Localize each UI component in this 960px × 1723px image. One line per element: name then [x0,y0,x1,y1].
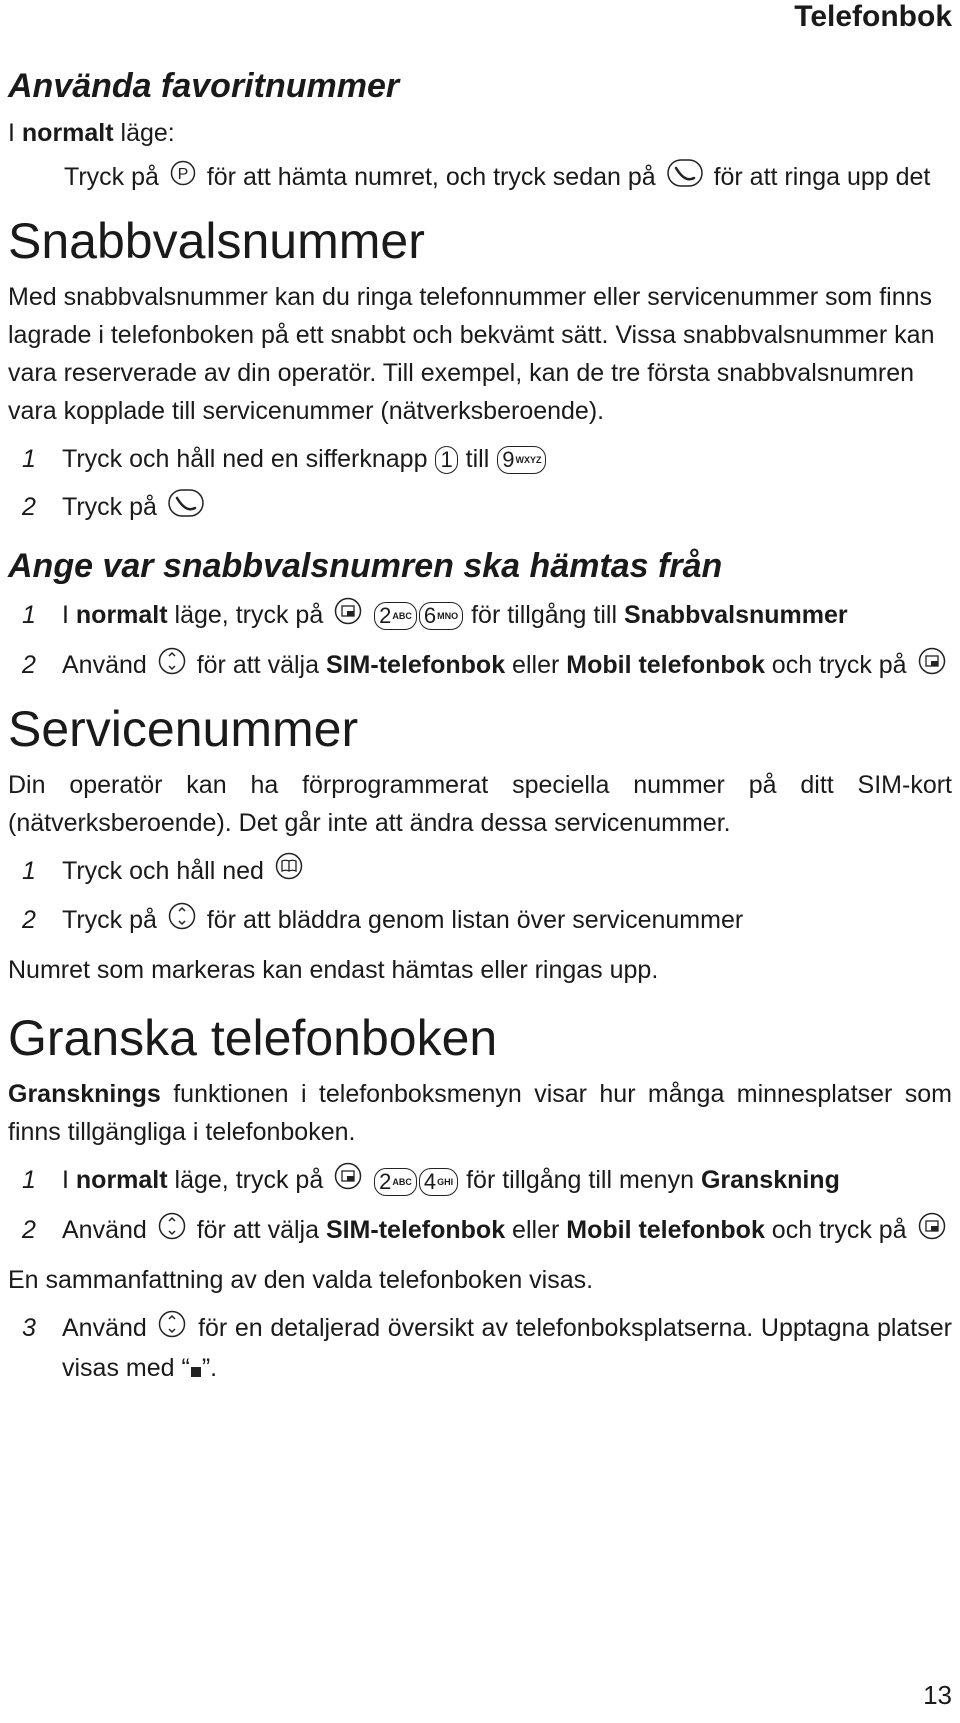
service-step-2 [8,901,952,941]
text: för att välja [196,650,326,679]
text: ”. [201,1354,218,1383]
key-digit: 6 [423,603,437,629]
text: och tryck på [764,650,907,679]
bold-text: Gransknings [8,1080,161,1109]
page-content [8,66,952,1398]
text: Använd [62,1216,147,1245]
step-number: 2 [22,492,36,521]
text: för att hämta numret, och tryck sedan på [206,163,656,191]
text: I [62,1166,76,1195]
text: och tryck på [764,1216,907,1245]
menu-key-icon [918,1212,946,1251]
bold-text: Mobil telefonbok [566,1216,765,1245]
text: Använd [62,1314,147,1343]
bold-text: normalt [21,119,114,147]
where-step-1 [8,596,952,636]
text: Tryck på [62,906,157,935]
navigation-key-icon [158,1212,186,1251]
bold-text: Snabbvalsnummer [623,600,848,629]
call-key-icon [667,159,703,198]
service-step-1 [8,852,952,892]
text: Tryck på [64,163,159,191]
menu-key-icon [334,1162,362,1201]
key-letters: GHI [437,1176,454,1187]
text: för tillgång till [471,600,624,629]
text: för tillgång till menyn [466,1166,701,1195]
navigation-key-icon [158,647,186,686]
where-step-2 [8,646,952,686]
speed-dial-step-1 [8,440,952,478]
key-digit: 1 [440,447,453,473]
page-header: Telefonbok [794,0,952,33]
text: eller [505,650,567,679]
speed-dial-heading: Snabbvalsnummer [8,212,425,269]
key-digit: 2 [379,1168,392,1194]
key-letters: WXYZ [515,455,542,466]
step-number: 2 [22,650,36,679]
text: läge, tryck på [167,1166,324,1195]
where-heading: Ange var snabbvalsnumren ska hämtas från [8,546,723,585]
text: Tryck och håll ned en sifferknapp [62,444,428,473]
text: läge: [113,119,175,147]
text: för att välja [196,1216,326,1245]
key-letters: ABC [392,611,412,622]
text: Använd [62,650,147,679]
page-number: 13 [923,1680,952,1710]
step-number: 1 [22,444,36,473]
favorites-instruction [8,158,952,198]
key-4-icon [419,1168,458,1196]
navigation-key-icon [168,902,196,941]
text: för att bläddra genom listan över servicenummer [206,906,744,935]
menu-key-icon [918,647,946,686]
bold-text: SIM-telefonbok [325,1216,506,1245]
bold-text: normalt [75,600,168,629]
bold-text: SIM-telefonbok [325,650,506,679]
text: Tryck och håll ned [62,856,264,885]
favorites-heading: Använda favoritnummer [8,67,400,105]
speed-dial-body: Med snabbvalsnummer kan du ringa telefonnummer eller servicenummer som finns lagrade i telefonboken på ett snabbt och bekvämt sätt. Vissa snabbvalsnummer kan vara reserverade av din operatör. Till exempel, kan de tre första snabbvalsnumren vara kopplade till servicenummer (nätverksberoende). [8,282,935,425]
key-letters: MNO [437,611,459,622]
bold-text: Granskning [700,1166,840,1195]
key-digit: 9 [502,447,515,473]
step-number: 1 [22,1166,36,1195]
text: till [465,444,490,473]
occupied-square-icon [191,1350,201,1388]
key-digit: 4 [423,1168,437,1194]
review-step-3 [8,1309,952,1388]
service-heading: Servicenummer [8,700,359,757]
step-number: 2 [22,906,36,935]
service-note: Numret som markeras kan endast hämtas eller ringas upp. [8,956,659,985]
review-summary: En sammanfattning av den valda telefonboken visas. [8,1266,594,1295]
key-2-icon [374,1168,417,1196]
text: Tryck på [62,492,157,521]
step-number: 2 [22,1216,36,1245]
review-heading: Granska telefonboken [8,1010,498,1067]
text: funktionen i telefonboksmenyn visar hur många minnesplatser som finns tillgängliga i telefonboken. [8,1080,952,1147]
favorites-mode-line [8,114,952,152]
bold-text: Mobil telefonbok [566,650,765,679]
phonebook-key-icon [275,852,303,891]
step-number: 1 [22,600,36,629]
review-step-1 [8,1161,952,1201]
text: I [8,119,22,147]
speed-dial-step-2 [8,488,952,528]
menu-key-icon [334,597,362,636]
review-body [8,1075,952,1151]
key-digit: 2 [379,603,392,629]
text: läge, tryck på [167,600,324,629]
step-number: 3 [22,1314,36,1343]
key-1-icon [435,446,457,474]
review-step-2 [8,1211,952,1251]
service-body: Din operatör kan ha förprogrammerat speciella nummer på ditt SIM-kort (nätverksberoende). Det går inte att ändra dessa servicenummer. [8,770,952,837]
navigation-key-icon [158,1310,186,1349]
svg-text:P: P [177,166,189,184]
call-key-icon [168,489,204,528]
key-9-icon [497,446,546,474]
key-6-icon [419,602,463,630]
step-number: 1 [22,856,36,885]
text: för att ringa upp det [713,163,931,191]
p-key-icon [170,159,196,197]
bold-text: normalt [75,1166,168,1195]
text: för en detaljerad översikt av telefonboksplatserna. Upptagna platser visas med “ [62,1314,952,1383]
key-letters: ABC [392,1176,412,1187]
text: eller [505,1216,567,1245]
key-2-icon [374,602,417,630]
text: I [62,600,76,629]
